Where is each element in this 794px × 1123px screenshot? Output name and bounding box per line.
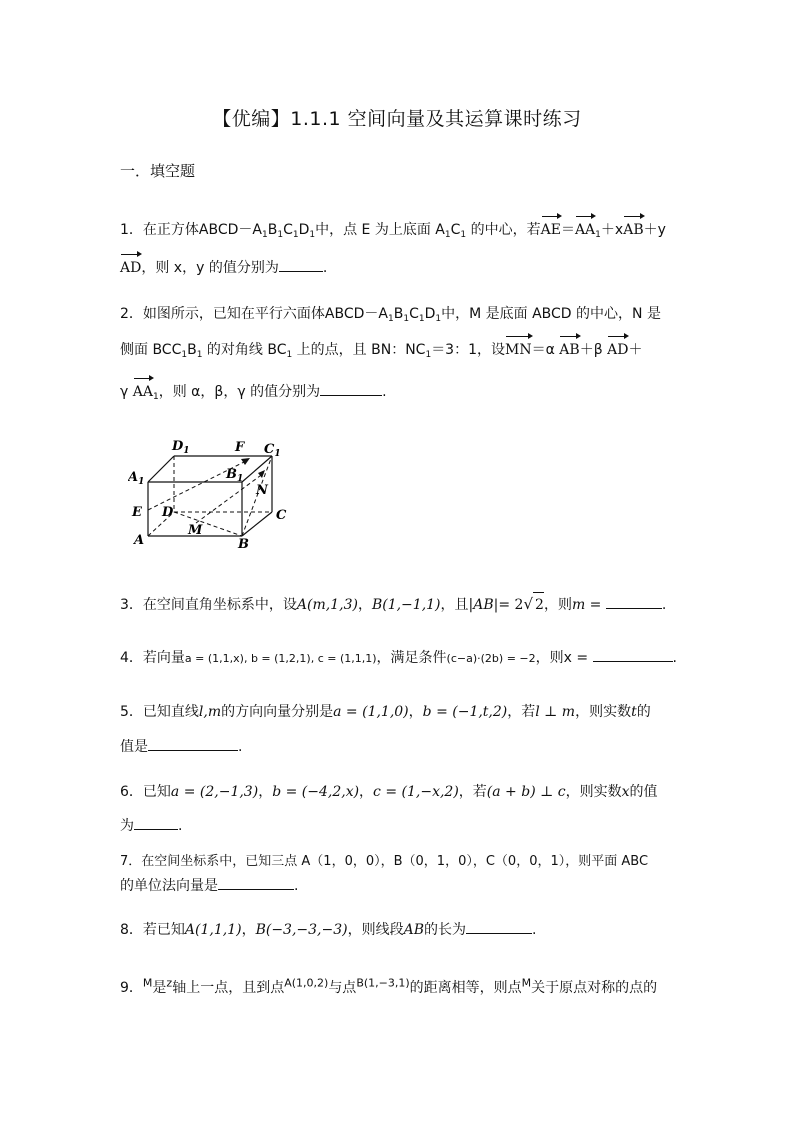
answer-blank[interactable]: [218, 877, 294, 890]
page-title: 【优编】1.1.1 空间向量及其运算课时练习: [212, 108, 582, 130]
arrow-head-f: [241, 458, 250, 465]
label-a1: $A_1$: [128, 470, 145, 487]
question-7: 7．在空间坐标系中，已知三点 A（1，0，0），B（0，1，0），C（0，0，1），则平面 ABC: [120, 854, 649, 869]
label-d: D: [162, 505, 174, 520]
question-9: 9．$^M$是$^z$轴上一点，且到点$^{A(1,0,2)}$与点$^{B(1,-3,1)}$的距离相等，则点$^M$关于原点对称的点的: [120, 976, 658, 996]
question-7-line2: 的单位法向量是 .: [120, 878, 299, 894]
question-6-line2: 为 .: [120, 818, 183, 834]
edge-a1-d1: [148, 456, 174, 482]
question-2: 2．如图所示，已知在平行六面体$ABCD-A_1B_1C_1D_1$中，M 是底面 ABCD 的中心，N 是: [120, 306, 661, 324]
question-6: 6．已知a = (2,−1,3)，b = (−4,2,x)，c = (1,−x,2)，若(a + b) ⊥ c，则实数x的值: [120, 784, 658, 800]
label-c1: $C_1$: [264, 442, 281, 459]
answer-blank[interactable]: [134, 817, 178, 830]
answer-blank[interactable]: [148, 738, 238, 751]
section-heading: 一．填空题: [120, 162, 196, 180]
label-m: M: [188, 523, 203, 538]
label-n: N: [256, 483, 268, 498]
answer-blank[interactable]: [320, 383, 382, 396]
label-d1: $D_1$: [172, 439, 190, 456]
label-a: A: [134, 533, 145, 548]
answer-blank[interactable]: [466, 921, 532, 934]
answer-blank[interactable]: [279, 259, 323, 272]
answer-blank[interactable]: [593, 649, 673, 662]
question-4: 4．若向量a = (1,1,x), b = (1,2,1), c = (1,1,1)，满足条件(c−a)·(2b) = −2，则x = .: [120, 650, 677, 666]
question-2-line2: 侧面 $BCC_1B_1$ 的对角线 $BC_1$ 上的点，且 BN：$NC_1=3$：1，设MN＝α AB＋β AD＋: [120, 338, 680, 362]
label-b1: $B_1$: [226, 467, 244, 484]
vector-ab: AB: [623, 218, 643, 242]
vector-ae: AE: [541, 218, 561, 242]
question-5: 5．已知直线l,m的方向向量分别是a = (1,1,0)，b = (−1,t,2)，若l ⊥ m，则实数t的: [120, 704, 651, 720]
vector-ab: AB: [559, 338, 579, 362]
question-1: 1．在正方体$ABCD-A_1B_1C_1D_1$中，点 E 为上底面 $A_1C_1$ 的中心，若$AE=AA_1+xAB+y$: [120, 218, 680, 242]
question-5-line2: 值是 .: [120, 739, 243, 755]
parallelepiped-figure: [128, 436, 298, 556]
question-8: 8．若已知A(1,1,1)，B(−3,−3,−3)，则线段AB的长为 .: [120, 922, 537, 938]
vector-ad: AD: [607, 338, 628, 362]
question-2-line3: γ $AA_1$，则 α，β，γ 的值分别为 .: [120, 380, 680, 404]
segment-d-b: [174, 512, 242, 536]
question-1-line2: AD，则 x，y 的值分别为 .: [120, 256, 680, 280]
question-3: 3．在空间直角坐标系中，设A(m,1,3)，B(1,−1,1)，且|AB|= 2√ 2，则m = .: [120, 592, 680, 617]
vector-mn: MN: [505, 338, 532, 362]
label-e: E: [132, 505, 142, 520]
vector-aa1: AA: [575, 218, 595, 242]
label-f: F: [235, 440, 245, 455]
vector-aa1: AA: [133, 380, 153, 404]
edge-b-c: [242, 512, 272, 536]
vector-ad: AD: [120, 256, 141, 280]
label-b: B: [238, 537, 249, 552]
label-c: C: [276, 508, 287, 523]
answer-blank[interactable]: [606, 596, 662, 609]
